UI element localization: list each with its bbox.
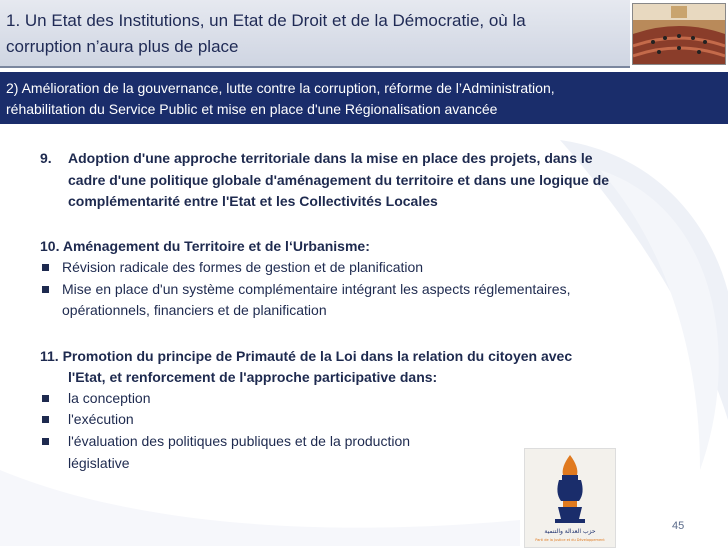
item-11-heading-line-2: l'Etat, et renforcement de l'approche participative dans: [68, 369, 438, 385]
subheader-line-1: 2) Amélioration de la gouvernance, lutte contre la corruption, réforme de l’Administration, [6, 80, 555, 96]
item-11-heading-line-1: 11. Promotion du principe de Primauté de la Loi dans la relation du citoyen avec [40, 348, 573, 364]
bullet-marker [42, 416, 49, 423]
item-11-bullet-3-cont: législative [68, 455, 130, 471]
title-line-1: 1. Un Etat des Institutions, un Etat de Droit et de la Démocratie, où la [6, 11, 526, 30]
bullet-marker [42, 286, 49, 293]
item-9-line-1: Adoption d'une approche territoriale dans la mise en place des projets, dans le [68, 150, 593, 166]
item-9-line-2: cadre d'une politique globale d'aménagement du territoire et dans une logique de [68, 172, 610, 188]
subheader-line-2: réhabilitation du Service Public et mise en place d'une Régionalisation avancée [6, 101, 498, 117]
bullet-marker [42, 438, 49, 445]
item-10-heading: 10. Aménagement du Territoire et de l‘Urbanisme: [40, 238, 370, 254]
logo-caption-arabic: حزب العدالة والتنمية [544, 528, 596, 535]
item-11-bullet-3: l'évaluation des politiques publiques et de la production [68, 433, 411, 449]
item-11-bullet-2: l'exécution [68, 411, 134, 427]
title-line-2: corruption n’aura plus de place [6, 37, 239, 56]
bullet-marker [42, 264, 49, 271]
item-11-bullet-1: la conception [68, 390, 151, 406]
item-9-line-3: complémentarité entre l'Etat et les Collectivités Locales [68, 193, 438, 209]
item-10-bullet-1: Révision radicale des formes de gestion et de planification [62, 259, 424, 275]
item-10-bullet-2: Mise en place d'un système complémentaire intégrant les aspects réglementaires, [62, 281, 571, 297]
page-number: 45 [672, 520, 685, 532]
bullet-marker [42, 395, 49, 402]
logo-caption-french: Parti de la Justice et du Développement [535, 538, 605, 542]
item-10-bullet-2-cont: opérationnels, financiers et de planification [62, 302, 327, 318]
item-9-number: 9. [40, 150, 52, 166]
